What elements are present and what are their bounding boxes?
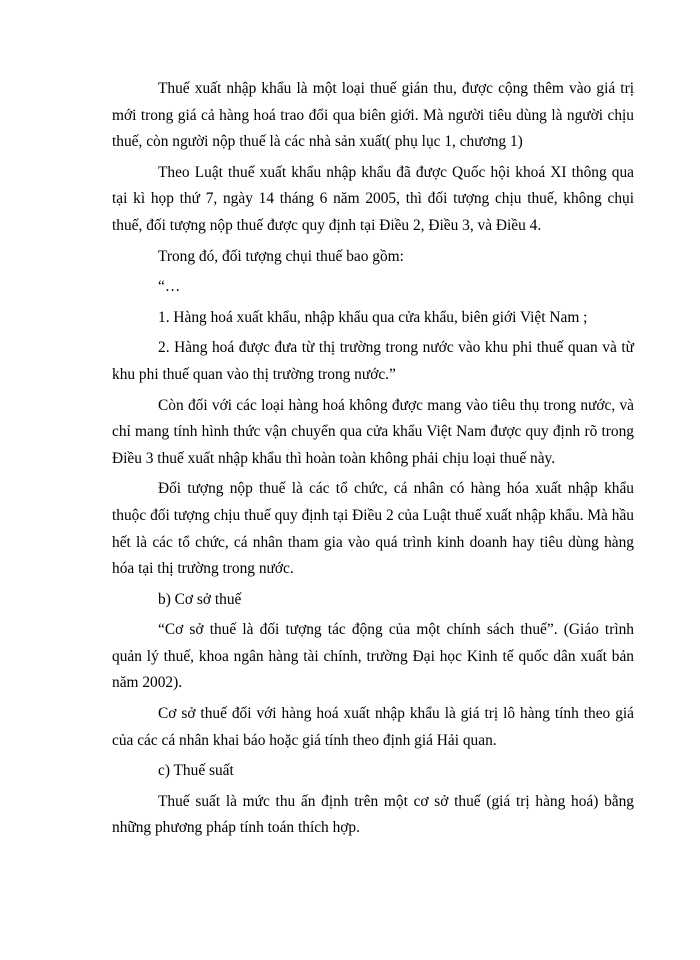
- heading-tax-rate: c) Thuế suất: [158, 762, 234, 780]
- paragraph-taxpayers: Đối tượng nộp thuế là các tổ chức, cá nhân có hàng hóa xuất nhập khẩu thuộc đối tượng chịu thuế quy định tại Điều 2 của Luật thuế xuất nhập khẩu. Mà hầu hết là các tổ chức, cá nhân tham gia vào quá trình kinh doanh hay tiêu dùng hàng hóa tại thị trường trong nước.: [112, 480, 634, 578]
- paragraph-tax-definition: Thuế xuất nhập khẩu là một loại thuế gián thu, được cộng thêm vào giá trị mới trong giá cả hàng hoá trao đổi qua biên giới. Mà người tiêu dùng là người chịu thuế, còn người nộp thuế là các nhà sản xuất( phụ lục 1, chương 1): [112, 80, 634, 151]
- paragraph-law-reference: Theo Luật thuế xuất khẩu nhập khẩu đã được Quốc hội khoá XI thông qua tại kì họp thứ 7, ngày 14 tháng 6 năm 2005, thì đối tượng chịu thuế, không chụi thuế, đối tượng nộp thuế được quy định tại Điều 2, Điều 3, và Điều 4.: [112, 163, 634, 234]
- list-item-1: 1. Hàng hoá xuất khẩu, nhập khẩu qua cửa khẩu, biên giới Việt Nam ;: [158, 308, 588, 326]
- paragraph-taxable-objects-intro: Trong đó, đối tượng chụi thuế bao gồm:: [158, 247, 404, 265]
- paragraph-tax-base-definition: “Cơ sở thuế là đối tượng tác động của một chính sách thuế”. (Giáo trình quản lý thuế, khoa ngân hàng tài chính, trường Đại học Kinh tế quốc dân xuất bản năm 2002).: [112, 621, 634, 692]
- quote-open: “…: [158, 278, 181, 296]
- paragraph-tax-base-goods: Cơ sở thuế đối với hàng hoá xuất nhập khẩu là giá trị lô hàng tính theo giá của các cá nhân khai báo hoặc giá tính theo định giá Hải quan.: [112, 705, 634, 749]
- paragraph-tax-rate-definition: Thuế suất là mức thu ấn định trên một cơ sở thuế (giá trị hàng hoá) bằng những phương pháp tính toán thích hợp.: [112, 792, 634, 837]
- heading-tax-base: b) Cơ sở thuế: [158, 590, 242, 608]
- paragraph-non-taxable-goods: Còn đối với các loại hàng hoá không được mang vào tiêu thụ trong nước, và chỉ mang tính hình thức vận chuyển qua cửa khẩu Việt Nam được quy định rõ trong Điều 3 thuế xuất nhập khẩu thì hoàn toàn không phải chịu loại thuế này.: [112, 396, 634, 467]
- list-item-2: 2. Hàng hoá được đưa từ thị trường trong nước vào khu phi thuế quan và từ khu phi thuế quan vào thị trường trong nước.”: [112, 339, 634, 383]
